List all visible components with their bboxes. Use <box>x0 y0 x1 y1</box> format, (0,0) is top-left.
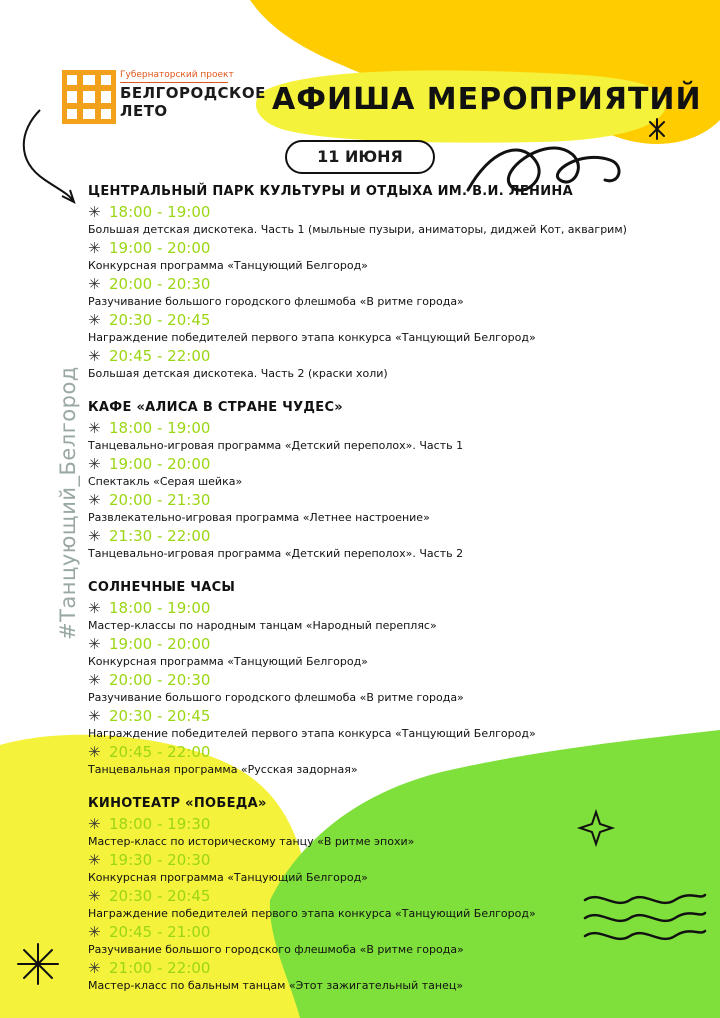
event-time: 20:30 - 20:45 <box>109 310 211 329</box>
event-description: Мастер-классы по народным танцам «Народный перепляс» <box>88 619 437 632</box>
event-item <box>88 814 688 850</box>
event-description: Танцевальная программа «Русская задорная» <box>88 763 358 776</box>
event-item <box>88 634 688 670</box>
venue-title: СОЛНЕЧНЫЕ ЧАСЫ <box>88 580 236 595</box>
event-item <box>88 274 688 310</box>
asterisk-icon: ✳ <box>88 886 101 905</box>
event-item <box>88 490 688 526</box>
asterisk-icon: ✳ <box>88 490 101 509</box>
asterisk-icon: ✳ <box>88 526 101 545</box>
event-time: 21:30 - 22:00 <box>109 526 211 545</box>
event-description: Разучивание большого городского флешмоба «В ритме города» <box>88 691 464 704</box>
event-description: Разучивание большого городского флешмоба «В ритме города» <box>88 295 464 308</box>
event-item <box>88 922 688 958</box>
event-description: Танцевально-игровая программа «Детский переполох». Часть 2 <box>88 547 464 560</box>
asterisk-icon: ✳ <box>88 454 101 473</box>
asterisk-icon: ✳ <box>88 598 101 617</box>
event-description: Награждение победителей первого этапа конкурса «Танцующий Белгород» <box>88 907 536 920</box>
logo-project-label: Губернаторский проект <box>120 70 234 80</box>
event-item <box>88 238 688 274</box>
venue-section <box>88 182 688 382</box>
asterisk-icon: ✳ <box>88 742 101 761</box>
event-description: Мастер-класс по историческому танцу «В ритме эпохи» <box>88 835 415 848</box>
asterisk-icon: ✳ <box>88 418 101 437</box>
event-time: 19:00 - 20:00 <box>109 454 211 473</box>
event-time: 19:30 - 20:30 <box>109 850 211 869</box>
venue-section <box>88 398 688 562</box>
event-description: Мастер-класс по бальным танцам «Этот зажигательный танец» <box>88 979 464 992</box>
event-description: Награждение победителей первого этапа конкурса «Танцующий Белгород» <box>88 331 536 344</box>
asterisk-icon: ✳ <box>88 634 101 653</box>
logo-name-line1: БЕЛГОРОДСКОЕ <box>120 84 266 102</box>
event-item <box>88 418 688 454</box>
event-description: Конкурсная программа «Танцующий Белгород» <box>88 259 368 272</box>
event-description: Конкурсная программа «Танцующий Белгород» <box>88 655 368 668</box>
event-time: 19:00 - 20:00 <box>109 238 211 257</box>
event-item <box>88 310 688 346</box>
venue-title: КИНОТЕАТР «ПОБЕДА» <box>88 796 267 811</box>
event-item <box>88 526 688 562</box>
asterisk-icon: ✳ <box>88 346 101 365</box>
venue-title: ЦЕНТРАЛЬНЫЙ ПАРК КУЛЬТУРЫ И ОТДЫХА ИМ. В.И. ЛЕНИНА <box>88 184 573 199</box>
asterisk-icon: ✳ <box>88 922 101 941</box>
event-time: 20:45 - 22:00 <box>109 742 211 761</box>
sparkle-icon-bottom <box>18 944 58 984</box>
hashtag-label: #Танцующий_Белгород <box>56 366 80 640</box>
event-time: 20:45 - 22:00 <box>109 346 211 365</box>
asterisk-icon: ✳ <box>88 706 101 725</box>
event-time: 18:00 - 19:00 <box>109 202 211 221</box>
event-description: Разучивание большого городского флешмоба «В ритме города» <box>88 943 464 956</box>
asterisk-icon: ✳ <box>88 850 101 869</box>
event-description: Танцевально-игровая программа «Детский переполох». Часть 1 <box>88 439 464 452</box>
page-title: АФИША МЕРОПРИЯТИЙ <box>272 82 702 117</box>
event-time: 18:00 - 19:30 <box>109 814 211 833</box>
logo-divider <box>120 82 228 83</box>
event-description: Спектакль «Серая шейка» <box>88 475 243 488</box>
event-time: 21:00 - 22:00 <box>109 958 211 977</box>
event-time: 20:30 - 20:45 <box>109 886 211 905</box>
event-time: 18:00 - 19:00 <box>109 598 211 617</box>
asterisk-icon: ✳ <box>88 670 101 689</box>
date-badge: 11 ИЮНЯ <box>285 140 435 174</box>
asterisk-icon: ✳ <box>88 814 101 833</box>
event-time: 20:00 - 21:30 <box>109 490 211 509</box>
logo-name-line2: ЛЕТО <box>120 102 168 120</box>
asterisk-icon: ✳ <box>88 958 101 977</box>
event-item <box>88 346 688 382</box>
event-item <box>88 850 688 886</box>
event-time: 20:00 - 20:30 <box>109 274 211 293</box>
venue-section <box>88 578 688 778</box>
asterisk-icon: ✳ <box>88 238 101 257</box>
logo-name <box>120 84 266 120</box>
venue-section <box>88 794 688 994</box>
event-time: 20:00 - 20:30 <box>109 670 211 689</box>
event-time: 20:30 - 20:45 <box>109 706 211 725</box>
event-item <box>88 454 688 490</box>
event-item <box>88 202 688 238</box>
event-description: Конкурсная программа «Танцующий Белгород» <box>88 871 368 884</box>
venue-title: КАФЕ «АЛИСА В СТРАНЕ ЧУДЕС» <box>88 400 343 415</box>
event-item <box>88 886 688 922</box>
event-description: Развлекательно-игровая программа «Летнее настроение» <box>88 511 430 524</box>
event-item <box>88 670 688 706</box>
event-item <box>88 706 688 742</box>
event-item <box>88 958 688 994</box>
event-time: 19:00 - 20:00 <box>109 634 211 653</box>
logo-grid-icon <box>62 70 116 124</box>
event-description: Большая детская дискотека. Часть 2 (краски холи) <box>88 367 388 380</box>
event-description: Большая детская дискотека. Часть 1 (мыльные пузыри, аниматоры, диджей Кот, аквагрим) <box>88 223 627 236</box>
event-description: Награждение победителей первого этапа конкурса «Танцующий Белгород» <box>88 727 536 740</box>
event-item <box>88 742 688 778</box>
event-time: 18:00 - 19:00 <box>109 418 211 437</box>
event-time: 20:45 - 21:00 <box>109 922 211 941</box>
asterisk-icon: ✳ <box>88 310 101 329</box>
asterisk-icon: ✳ <box>88 274 101 293</box>
asterisk-icon: ✳ <box>88 202 101 221</box>
event-item <box>88 598 688 634</box>
